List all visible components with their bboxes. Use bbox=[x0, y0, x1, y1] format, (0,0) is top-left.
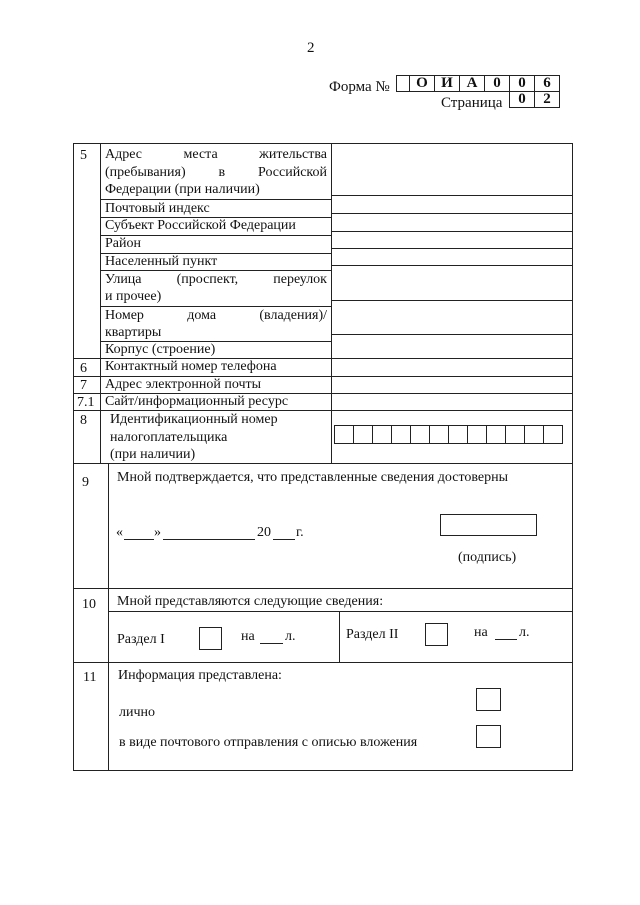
year-prefix: 20 bbox=[257, 525, 271, 540]
delivery-statement: Информация представлена: bbox=[118, 668, 282, 683]
table-border-left bbox=[73, 143, 74, 771]
sections-statement: Мной представляются следующие сведения: bbox=[117, 594, 384, 609]
row-line bbox=[332, 334, 572, 335]
street-label-line1 bbox=[105, 272, 327, 288]
row-number: 11 bbox=[83, 670, 97, 685]
row-line bbox=[332, 300, 572, 301]
postcode-label: Почтовый индекс bbox=[105, 201, 210, 216]
year-blank-line[interactable] bbox=[273, 539, 295, 540]
row-line bbox=[332, 265, 572, 266]
row-line bbox=[73, 410, 573, 411]
building-label: Корпус (строение) bbox=[105, 342, 216, 357]
label-word: Адрес bbox=[105, 147, 143, 162]
signature-box[interactable] bbox=[440, 514, 537, 536]
region-label: Субъект Российской Федерации bbox=[105, 218, 296, 233]
page-code-cell: 0 bbox=[509, 91, 535, 108]
delivery-option-in-person: лично bbox=[119, 705, 156, 720]
inn-digit-box[interactable] bbox=[410, 425, 430, 444]
form-code-cell: 0 bbox=[484, 75, 510, 92]
row-number: 9 bbox=[82, 475, 89, 490]
section-2-sheets-blank[interactable] bbox=[495, 639, 517, 640]
signature-caption: (подпись) bbox=[458, 550, 517, 565]
row-number: 8 bbox=[80, 413, 87, 428]
label-word: Российской bbox=[258, 165, 327, 180]
date-open-quote: « bbox=[116, 525, 123, 540]
inn-label-line1: Идентификационный номер bbox=[110, 412, 278, 427]
inn-digit-box[interactable] bbox=[543, 425, 563, 444]
form-code-cell: 0 bbox=[509, 75, 535, 92]
page-label: Страница bbox=[441, 95, 503, 111]
inn-digit-box[interactable] bbox=[429, 425, 449, 444]
label-word: (проспект, bbox=[176, 272, 239, 287]
inn-digit-box[interactable] bbox=[448, 425, 468, 444]
table-border-bottom bbox=[73, 770, 573, 771]
month-blank-line[interactable] bbox=[163, 539, 255, 540]
delivery-option-mail: в виде почтового отправления с описью вложения bbox=[119, 735, 418, 750]
label-word: (владения)/ bbox=[259, 308, 327, 323]
page-code-cell: 2 bbox=[534, 91, 560, 108]
inn-digit-box[interactable] bbox=[486, 425, 506, 444]
confirmation-statement: Мной подтверждается, что представленные сведения достоверны bbox=[117, 470, 509, 485]
settlement-label: Населенный пункт bbox=[105, 254, 218, 269]
form-number-label: Форма № bbox=[329, 79, 390, 95]
form-code-cell: А bbox=[459, 75, 485, 92]
row-line bbox=[101, 270, 331, 271]
date-close-quote: » bbox=[154, 525, 161, 540]
year-suffix: г. bbox=[296, 525, 304, 540]
row-number: 7.1 bbox=[77, 395, 95, 410]
house-label-line1 bbox=[105, 308, 327, 324]
page-number: 2 bbox=[307, 40, 315, 56]
section-2-label: Раздел II bbox=[346, 627, 399, 642]
label-word: Номер bbox=[105, 308, 144, 323]
inn-digit-box[interactable] bbox=[524, 425, 544, 444]
value-col-divider bbox=[331, 143, 332, 463]
inn-digit-box[interactable] bbox=[353, 425, 373, 444]
inn-label-line2: налогоплательщика bbox=[110, 430, 228, 445]
inn-digit-box[interactable] bbox=[391, 425, 411, 444]
street-label-line2: и прочее) bbox=[105, 289, 162, 304]
label-word: дома bbox=[187, 308, 217, 323]
address-label-line2 bbox=[105, 165, 327, 181]
num-col-divider bbox=[100, 143, 101, 463]
row-line bbox=[332, 213, 572, 214]
section-2-on: на bbox=[474, 625, 488, 640]
row-line bbox=[332, 195, 572, 196]
form-code-cell: О bbox=[409, 75, 435, 92]
row-line bbox=[73, 463, 573, 464]
phone-label: Контактный номер телефона bbox=[105, 359, 277, 374]
row-line bbox=[101, 306, 331, 307]
table-border-right bbox=[572, 143, 573, 771]
row-line bbox=[332, 231, 572, 232]
website-label: Сайт/информационный ресурс bbox=[105, 394, 289, 409]
row-number: 7 bbox=[80, 378, 87, 393]
label-word: в bbox=[218, 165, 226, 180]
row-number: 6 bbox=[80, 361, 87, 376]
section-1-sheets: л. bbox=[285, 629, 296, 644]
form-code-spacer bbox=[396, 75, 410, 92]
inn-label-line3: (при наличии) bbox=[110, 447, 196, 462]
section-1-label: Раздел I bbox=[117, 632, 165, 647]
form-code-cell: 6 bbox=[534, 75, 560, 92]
inn-digit-box[interactable] bbox=[372, 425, 392, 444]
inn-digit-box[interactable] bbox=[505, 425, 525, 444]
row-number: 10 bbox=[82, 597, 96, 612]
email-label: Адрес электронной почты bbox=[105, 377, 262, 392]
in-person-checkbox[interactable] bbox=[476, 688, 501, 711]
inn-digit-box[interactable] bbox=[334, 425, 354, 444]
label-word: переулок bbox=[273, 272, 327, 287]
mail-checkbox[interactable] bbox=[476, 725, 501, 748]
label-word: (пребывания) bbox=[105, 165, 186, 180]
section-2-checkbox[interactable] bbox=[425, 623, 448, 646]
form-code-cell: И bbox=[434, 75, 460, 92]
section-2-sheets: л. bbox=[519, 625, 530, 640]
col-line bbox=[339, 611, 340, 662]
row-line bbox=[73, 662, 573, 663]
section-1-checkbox[interactable] bbox=[199, 627, 222, 650]
row-line bbox=[332, 248, 572, 249]
label-word: места bbox=[183, 147, 218, 162]
num-col-divider-lower bbox=[108, 463, 109, 771]
table-border-top bbox=[73, 143, 573, 144]
label-word: жительства bbox=[259, 147, 327, 162]
row-line bbox=[101, 199, 331, 200]
row-line bbox=[73, 588, 573, 589]
day-blank-line[interactable] bbox=[124, 539, 154, 540]
label-word: Улица bbox=[105, 272, 142, 287]
row-line bbox=[108, 611, 573, 612]
address-label-line1 bbox=[105, 147, 327, 163]
row-number: 5 bbox=[80, 148, 87, 163]
section-1-on: на bbox=[241, 629, 255, 644]
address-label-line3: Федерации (при наличии) bbox=[105, 182, 260, 197]
house-label-line2: квартиры bbox=[105, 325, 162, 340]
district-label: Район bbox=[105, 236, 141, 251]
inn-digit-box[interactable] bbox=[467, 425, 487, 444]
section-1-sheets-blank[interactable] bbox=[260, 643, 283, 644]
